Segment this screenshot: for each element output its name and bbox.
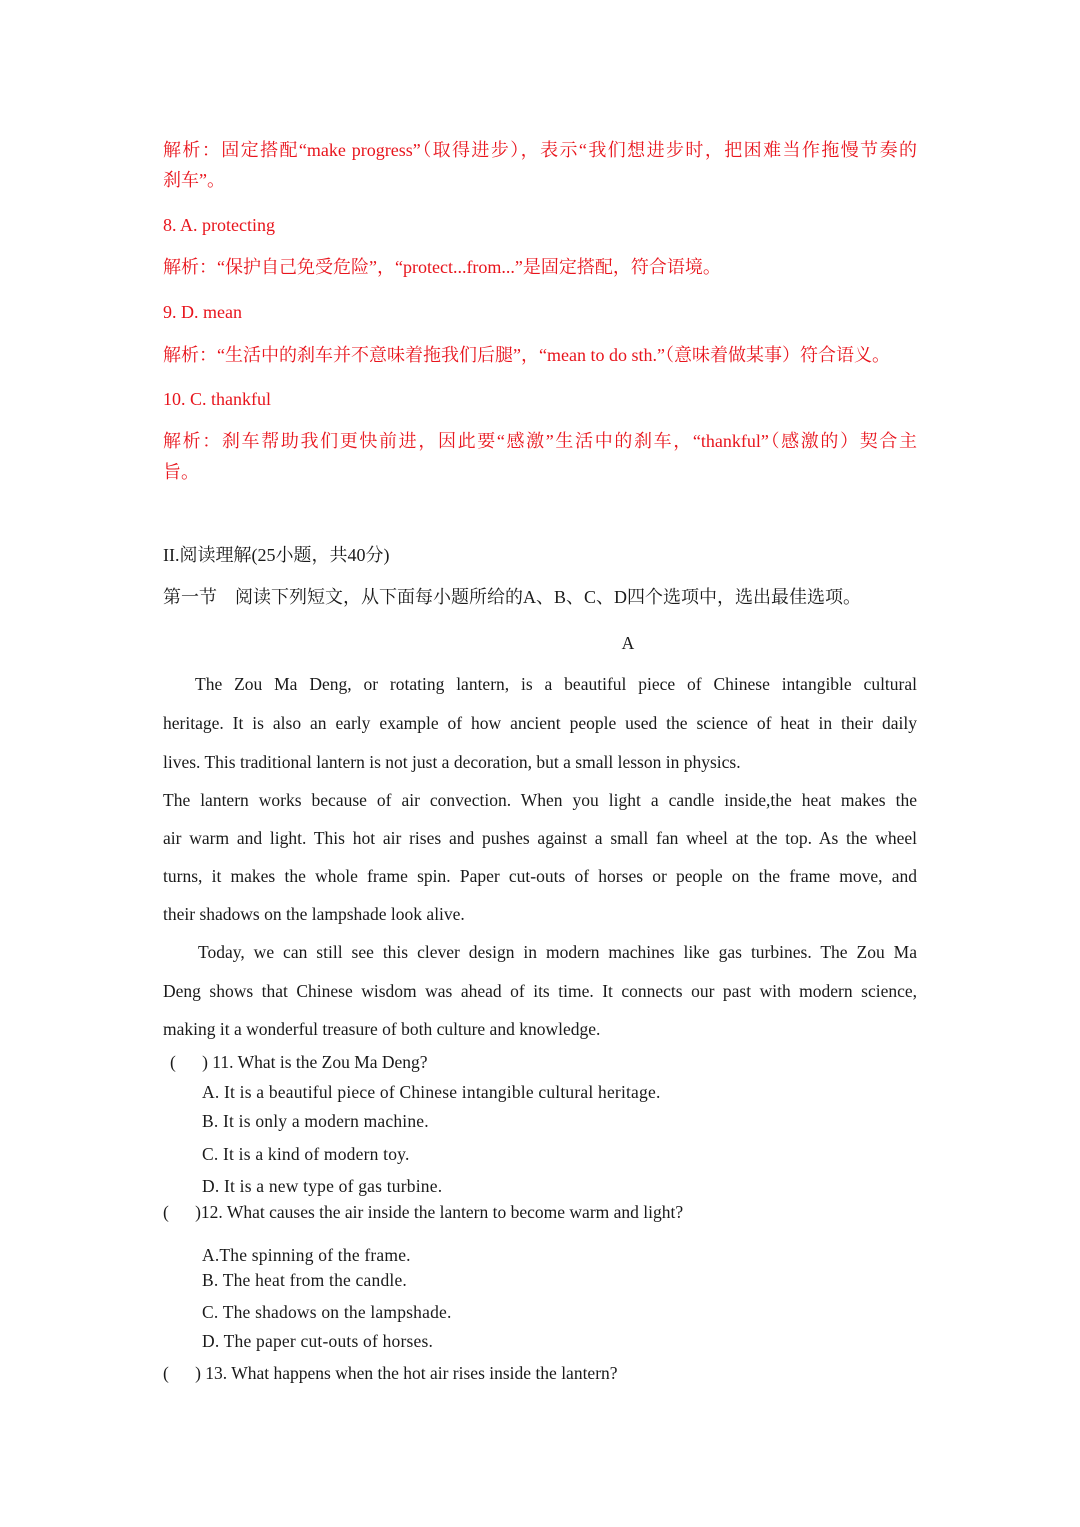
answer-10: 10. C. thankful [163, 389, 271, 409]
section-instruction: 第一节 阅读下列短文，从下面每小题所给的A、B、C、D四个选项中，选出最佳选项。 [163, 587, 862, 607]
question-11-option-b: B. It is only a modern machine. [202, 1111, 429, 1131]
question-12-option-c: C. The shadows on the lampshade. [202, 1302, 452, 1322]
answer-9: 9. D. mean [163, 302, 242, 322]
question-12-stem: ( )12. What causes the air inside the lantern to become warm and light? [163, 1202, 684, 1222]
section-title: II.阅读理解(25小题，共40分) [163, 545, 390, 565]
analysis-10-line-2: 旨。 [163, 462, 199, 482]
analysis-8: 解析：“保护自己免受危险”，“protect...from...”是固定搭配，符合语境。 [163, 257, 721, 277]
question-12-option-b: B. The heat from the candle. [202, 1270, 407, 1290]
question-13-stem: ( ) 13. What happens when the hot air rises inside the lantern? [163, 1363, 618, 1383]
passage-p2-line-4: their shadows on the lampshade look alive. [163, 904, 465, 924]
passage-label: A [621, 633, 635, 653]
question-11-stem: ( ) 11. What is the Zou Ma Deng? [170, 1052, 428, 1072]
analysis-7-line-1: 解析：固定搭配“make progress”（取得进步），表示“我们想进步时，把困难当作拖慢节奏的 [163, 140, 917, 160]
passage-p3-line-1: Today, we can still see this clever design in modern machines like gas turbines. The Zou Ma [198, 942, 917, 962]
question-12-option-a: A.The spinning of the frame. [202, 1245, 411, 1265]
analysis-10-line-1: 解析：刹车帮助我们更快前进，因此要“感激”生活中的刹车，“thankful”（感激的）契合主 [163, 431, 917, 451]
passage-p1-line-2: heritage. It is also an early example of how ancient people used the science of heat in their daily [163, 713, 917, 733]
passage-p1-line-3: lives. This traditional lantern is not just a decoration, but a small lesson in physics. [163, 752, 741, 772]
question-11-option-d: D. It is a new type of gas turbine. [202, 1176, 443, 1196]
passage-p3-line-2: Deng shows that Chinese wisdom was ahead of its time. It connects our past with modern science, [163, 981, 917, 1001]
analysis-7-line-2: 刹车”。 [163, 170, 225, 190]
analysis-9: 解析：“生活中的刹车并不意味着拖我们后腿”，“mean to do sth.”（意味着做某事）符合语义。 [163, 345, 890, 365]
passage-p1-line-1: The Zou Ma Deng, or rotating lantern, is a beautiful piece of Chinese intangible cultural [195, 674, 917, 694]
question-11-option-a: A. It is a beautiful piece of Chinese intangible cultural heritage. [202, 1082, 661, 1102]
question-11-option-c: C. It is a kind of modern toy. [202, 1144, 410, 1164]
passage-p2-line-2: air warm and light. This hot air rises and pushes against a small fan wheel at the top. As the wheel [163, 828, 917, 848]
answer-8: 8. A. protecting [163, 215, 275, 235]
question-12-option-d: D. The paper cut-outs of horses. [202, 1331, 434, 1351]
passage-p2-line-1: The lantern works because of air convection. When you light a candle inside,the heat makes the [163, 790, 917, 810]
passage-p3-line-3: making it a wonderful treasure of both culture and knowledge. [163, 1019, 601, 1039]
passage-p2-line-3: turns, it makes the whole frame spin. Paper cut-outs of horses or people on the frame move, and [163, 866, 917, 886]
